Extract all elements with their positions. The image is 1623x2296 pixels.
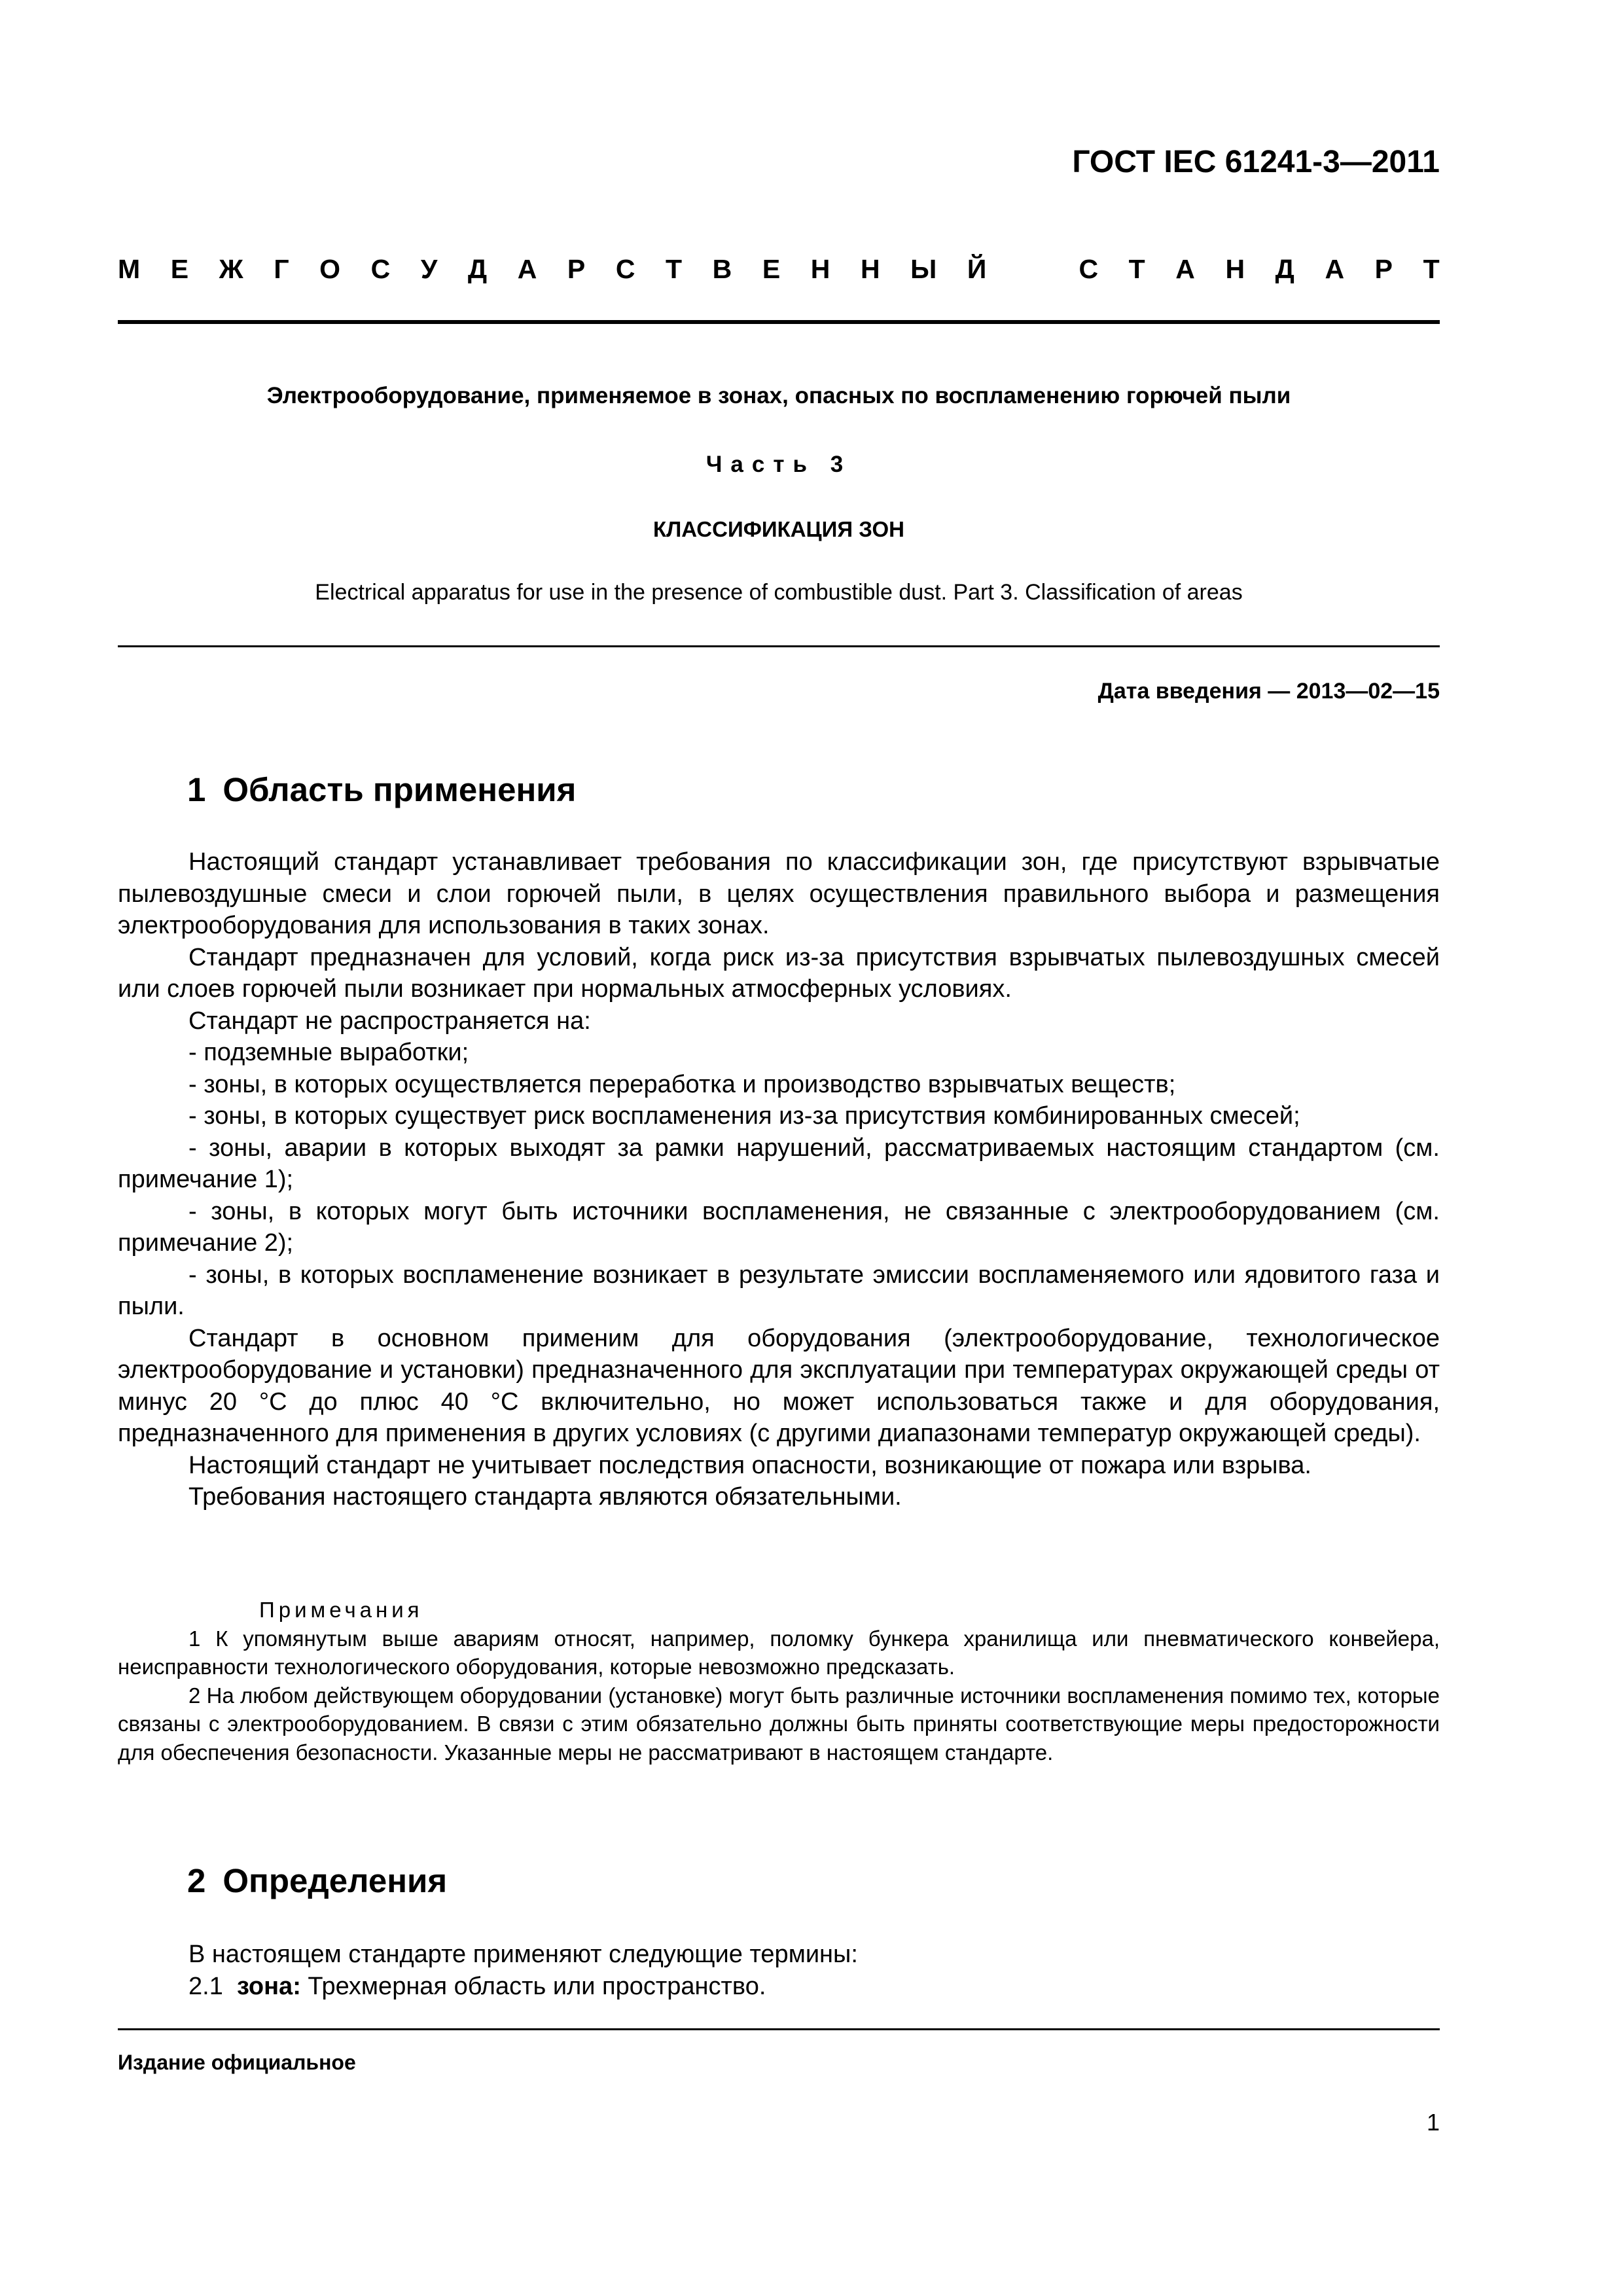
section-2-body [118,1939,1440,2002]
heading-letter: С [370,254,391,284]
notes-block [118,1596,1440,1767]
header-rule [118,320,1440,324]
section-title: Определения [223,1862,448,1899]
part-label: Часть 3 [705,452,852,477]
edition-label: Издание официальное [118,2051,356,2074]
heading-letter: Д [1275,254,1294,284]
heading-letter: М [118,254,141,284]
heading-letter: Р [1374,254,1393,284]
heading-letter: Н [810,254,830,284]
heading-letter: В [712,254,732,284]
section-title: Область применения [223,771,577,808]
heading-letter: О [319,254,341,284]
list-item: - зоны, аварии в которых выходят за рамки нарушений, рассматриваемых настоящим стандартом (см. примечание 1); [118,1134,1440,1193]
heading-letter: Ы [910,254,937,284]
list-item: - зоны, в которых существует риск воспламенения из-за присутствия комбинированных смесей; [188,1102,1300,1130]
paragraph: Настоящий стандарт не учитывает последствия опасности, возникающие от пожара или взрыва. [188,1451,1311,1479]
document-subtitle: КЛАССИФИКАЦИЯ ЗОН [653,517,904,541]
section-1-body [118,846,1440,1513]
heading-letter: Н [860,254,880,284]
heading-letter: Т [1128,254,1145,284]
english-title: Electrical apparatus for use in the presence of combustible dust. Part 3. Classification of areas [315,580,1243,605]
term-number: 2.1 [188,1972,223,2000]
paragraph: В настоящем стандарте применяют следующие термины: [188,1941,858,1968]
paragraph: Настоящий стандарт устанавливает требования по классификации зон, где присутствуют взрывчатые пылевоздушные смеси и слои горючей пыли, в целях осуществления правильного выбора и размещения электрооборудования для использования в таких зонах. [118,848,1440,939]
list-item: - зоны, в которых воспламенение возникает в результате эмиссии воспламеняемого или ядовитого газа и пыли. [118,1261,1440,1320]
note-item: 2 На любом действующем оборудовании (установке) могут быть различные источники воспламенения помимо тех, которые связаны с электрооборудованием. В связи с этим обязательно должны быть приняты соответствующие меры предосторожности для обеспечения безопасности. Указанные меры не рассматривают в настоящем стандарте. [118,1683,1440,1765]
note-item: 1 К упомянутым выше авариям относят, например, поломку бункера хранилища или пневматического конвейера, неисправности технологического оборудования, которые невозможно предсказать. [118,1626,1440,1679]
heading-letter: А [1325,254,1345,284]
paragraph: Требования настоящего стандарта являются обязательными. [188,1483,902,1511]
heading-letter: Т [1423,254,1440,284]
page-number: 1 [1426,2109,1440,2136]
standard-type-heading [118,254,1440,285]
heading-letter: С [615,254,635,284]
list-item: - зоны, в которых осуществляется переработка и производство взрывчатых веществ; [188,1070,1176,1098]
introduction-date: Дата введения — 2013—02—15 [1097,679,1440,704]
list-item: - зоны, в которых могут быть источники воспламенения, не связанные с электрооборудованием (см. примечание 2); [118,1197,1440,1257]
section-2-heading [187,1861,447,1900]
heading-letter: Й [967,254,987,284]
document-code: ГОСТ IEC 61241-3—2011 [1072,145,1440,179]
footer-rule [118,2028,1440,2030]
paragraph: Стандарт в основном применим для оборудования (электрооборудование, технологическое электрооборудование и установки) предназначенного для эксплуатации при температурах окружающей среды от минус 20 °С до плюс 40 °С включительно, но может использоваться также и для оборудования, предназначенного для применения в других условиях (с другими диапазонами температур окружающей среды). [118,1324,1440,1447]
term-name: зона: [236,1972,301,2000]
document-title: Электрооборудование, применяемое в зонах, опасных по воспламенению горючей пыли [266,383,1291,408]
paragraph: Стандарт предназначен для условий, когда риск из-за присутствия взрывчатых пылевоздушных смесей или слоев горючей пыли возникает при нормальных атмосферных условиях. [118,943,1440,1003]
heading-letter: Н [1225,254,1245,284]
paragraph: Стандарт не распространяется на: [188,1007,591,1035]
term-text: Трехмерная область или пространство. [308,1972,766,2000]
section-number: 2 [187,1862,206,1899]
heading-letter: Ж [219,254,243,284]
heading-letter: А [517,254,537,284]
heading-letter: Т [666,254,683,284]
heading-letter: У [420,254,438,284]
heading-letter: Р [567,254,586,284]
heading-letter: Г [274,254,289,284]
title-rule [118,645,1440,647]
list-item: - подземные выработки; [188,1039,469,1066]
section-1-heading [187,770,576,809]
heading-letter: А [1175,254,1195,284]
term-definition [118,1971,1440,2003]
heading-letter: Д [467,254,488,284]
heading-letter: С [1079,254,1099,284]
section-number: 1 [187,771,206,808]
notes-title: Примечания [259,1598,423,1622]
heading-letter: Е [762,254,781,284]
heading-letter: Е [170,254,189,284]
